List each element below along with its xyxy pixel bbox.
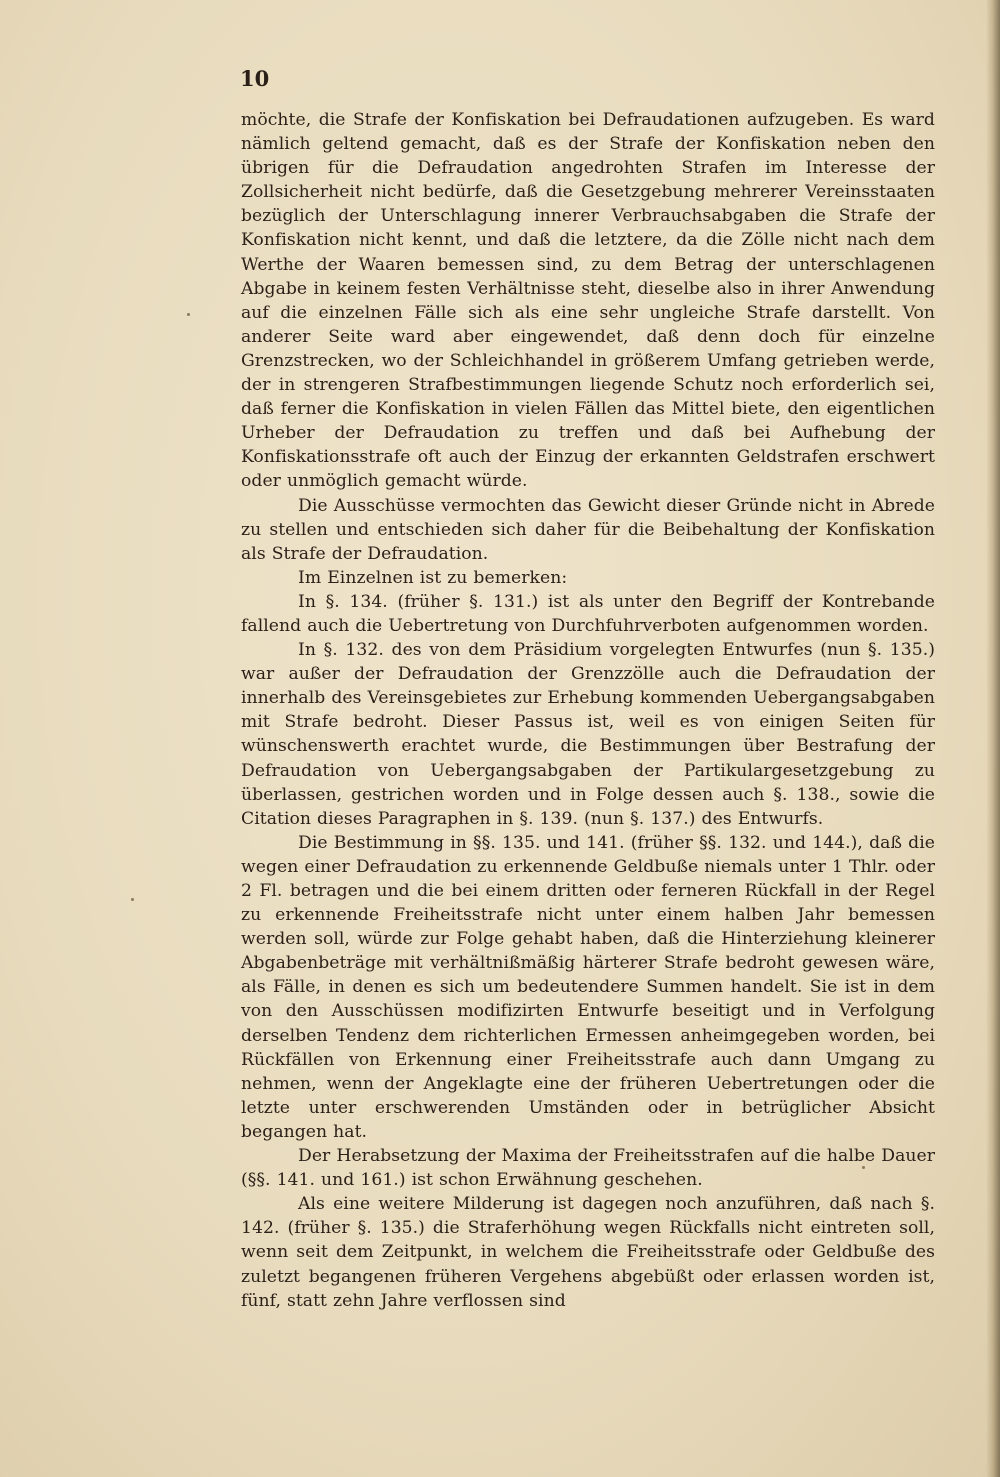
paragraph: In §. 134. (früher §. 131.) ist als unter den Begriff der Kontrebande fallend auch die Uebertretung von Durchfuhrverboten aufgenommen worden. [241, 591, 935, 636]
page-number: 10 [240, 66, 270, 91]
paragraph: Die Ausschüsse vermochten das Gewicht dieser Gründe nicht in Abrede zu stellen und entschieden sich daher für die Beibehaltung der Konfiskation als Strafe der Defraudation. [241, 495, 935, 564]
paper-speck [187, 313, 190, 316]
paragraph: möchte, die Strafe der Konfiskation bei Defraudationen aufzugeben. Es ward nämlich geltend gemacht, daß es der Strafe der Konfiskation neben den übrigen für die Defraudation angedrohten Strafen im Interesse der Zollsicherheit nicht bedürfe, daß die Gesetzgebung mehrerer Vereinsstaaten bezüglich der Unterschlagung innerer Verbrauchsabgaben die Strafe der Konfiskation nicht kennt, und daß die letztere, da die Zölle nicht nach dem Werthe der Waaren bemessen sind, zu dem Betrag der unterschlagenen Abgabe in keinem festen Verhältnisse steht, dieselbe also in ihrer Anwendung auf die einzelnen Fälle sich als eine sehr ungleiche Strafe darstellt. Von anderer Seite ward aber eingewendet, daß denn doch für einzelne Grenzstrecken, wo der Schleichhandel in größerem Umfang getrieben werde, der in strengeren Strafbestimmungen liegende Schutz noch erforderlich sei, daß ferner die Konfiskation in vielen Fällen das Mittel biete, den eigentlichen Urheber der Defraudation zu treffen und daß bei Aufhebung der Konfiskationsstrafe oft auch der Einzug der erkannten Geldstrafen erschwert oder unmöglich gemacht würde. [241, 110, 935, 492]
paragraph: In §. 132. des von dem Präsidium vorgelegten Entwurfes (nun §. 135.) war außer der Defraudation der Grenzzölle auch die Defraudation der innerhalb des Vereinsgebietes zur Erhebung kommenden Uebergangsabgaben mit Strafe bedroht. Dieser Passus ist, weil es von einigen Seiten für wünschenswerth erachtet wurde, die Bestimmungen über Bestrafung der Defraudation von Uebergangsabgaben der Partikulargesetzgebung zu überlassen, gestrichen worden und in Folge dessen auch §. 138., sowie die Citation dieses Paragraphen in §. 139. (nun §. 137.) des Entwurfs. [241, 640, 935, 829]
body-text [241, 108, 935, 1313]
paper-speck [131, 898, 134, 901]
page-edge-shadow [986, 0, 1000, 1477]
paragraph: Die Bestimmung in §§. 135. und 141. (früher §§. 132. und 144.), daß die wegen einer Defraudation zu erkennende Geldbuße niemals unter 1 Thlr. oder 2 Fl. betragen und die bei einem dritten oder ferneren Rückfall in der Regel zu erkennende Freiheitsstrafe nicht unter einem halben Jahr bemessen werden soll, würde zur Folge gehabt haben, daß die Hinterziehung kleinerer Abgabenbeträge mit verhältnißmäßig härterer Strafe bedroht gewesen wäre, als Fälle, in denen es sich um bedeutendere Summen handelt. Sie ist in dem von den Ausschüssen modifizirten Entwurfe beseitigt und in Verfolgung derselben Tendenz dem richterlichen Ermessen anheimgegeben worden, bei Rückfällen von Erkennung einer Freiheitsstrafe auch dann Umgang zu nehmen, wenn der Angeklagte eine der früheren Uebertretungen oder die letzte unter erschwerenden Umständen oder in betrüglicher Absicht begangen hat. [241, 832, 935, 1142]
paper-speck [862, 1166, 865, 1169]
paragraph: Als eine weitere Milderung ist dagegen noch anzuführen, daß nach §. 142. (früher §. 135.) die Straferhöhung wegen Rückfalls nicht eintreten soll, wenn seit dem Zeitpunkt, in welchem die Freiheitsstrafe oder Geldbuße des zuletzt begangenen früheren Vergehens abgebüßt oder erlassen worden ist, fünf, statt zehn Jahre verflossen sind [241, 1194, 935, 1311]
paragraph: Im Einzelnen ist zu bemerken: [298, 567, 568, 588]
paragraph: Der Herabsetzung der Maxima der Freiheitsstrafen auf die halbe Dauer (§§. 141. und 161.) ist schon Erwähnung geschehen. [241, 1146, 935, 1191]
